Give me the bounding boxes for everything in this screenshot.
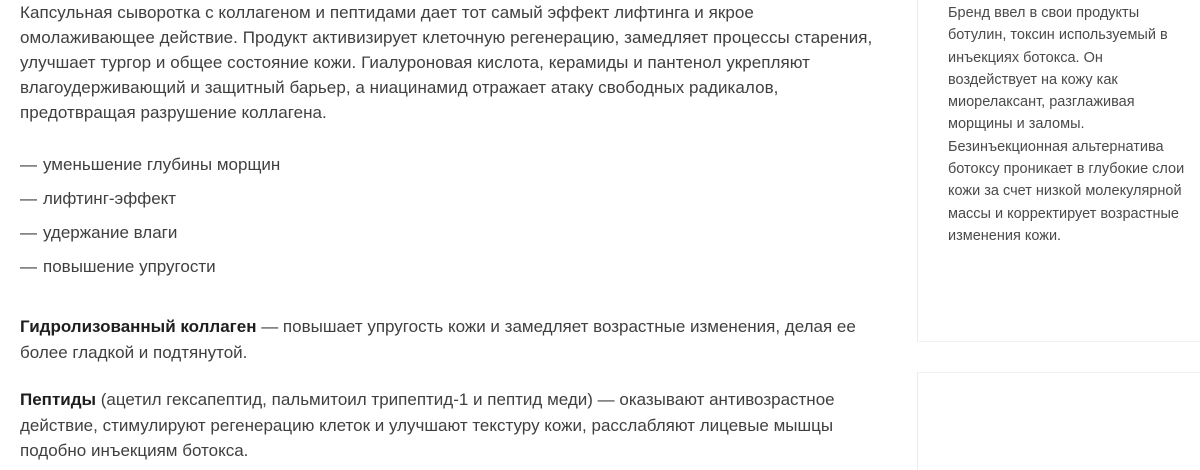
ingredient-line: более гладкой и подтянутой. xyxy=(20,342,248,362)
ingredient-line: подобно инъекциям ботокса. xyxy=(20,441,249,460)
sidebar-note-line: инъекциях ботокса. Он xyxy=(948,49,1103,66)
benefit-item xyxy=(20,186,280,220)
benefit-text: повышение упругости xyxy=(43,257,216,276)
list-dash: — xyxy=(20,189,37,208)
ingredient-line xyxy=(20,314,856,340)
sidebar-note-card xyxy=(917,0,1200,342)
article-body xyxy=(20,0,890,460)
list-dash: — xyxy=(20,155,37,174)
intro-paragraph xyxy=(20,0,890,125)
sidebar-note-text xyxy=(948,2,1184,247)
ingredient-term: Пептиды xyxy=(20,390,97,409)
benefit-text: уменьшение глубины морщин xyxy=(43,155,281,174)
intro-line: предотвращая разрушение коллагена. xyxy=(20,103,327,122)
sidebar-note-line: массы и корректирует возрастные xyxy=(948,205,1179,222)
benefit-text: лифтинг-эффект xyxy=(43,189,177,208)
ingredient-description: — повышает упругость кожи и замедляет возрастные изменения, делая ее xyxy=(256,317,856,336)
sidebar-note-line: миорелаксант, разглаживая xyxy=(948,94,1135,111)
intro-line: улучшает тургор и общее состояние кожи. Гиалуроновая кислота, керамиды и пантенол укрепляют xyxy=(20,53,810,72)
benefit-text: удержание влаги xyxy=(43,223,178,242)
benefit-item xyxy=(20,220,280,254)
sidebar-note-line: морщины и заломы. xyxy=(948,116,1085,133)
list-dash: — xyxy=(20,257,37,276)
ingredient-collagen xyxy=(20,314,856,365)
ingredient-description: (ацетил гексапептид, пальмитоил трипептид-1 и пептид меди) — оказывают антивозрастное xyxy=(96,390,835,409)
sidebar-note-line: кожи за счет низкой молекулярной xyxy=(948,183,1182,200)
ingredient-term: Гидролизованный коллаген xyxy=(20,317,257,336)
ingredient-line: действие, стимулируют регенерацию клеток и улучшают текстуру кожи, расслабляют лицевые мышцы xyxy=(20,415,834,435)
intro-line: Капсульная сыворотка с коллагеном и пептидами дает тот самый эффект лифтинга и якрое xyxy=(20,3,754,22)
sidebar-note-line: Бренд ввел в свои продукты xyxy=(948,5,1140,21)
ingredient-line xyxy=(20,387,835,413)
sidebar-note-line: Безинъекционная альтернатива xyxy=(948,138,1164,155)
sidebar-note-line: ботоксу проникает в глубокие слои xyxy=(948,161,1185,178)
benefit-item xyxy=(20,152,280,186)
sidebar-card-secondary xyxy=(917,372,1200,470)
intro-line: влагоудерживающий и защитный барьер, а ниацинамид отражает атаку свободных радикалов, xyxy=(20,78,779,97)
intro-line: омолаживающее действие. Продукт активизирует клеточную регенерацию, замедляет процессы старения, xyxy=(20,28,873,47)
benefit-item xyxy=(20,254,280,288)
sidebar-note-line: ботулин, токсин используемый в xyxy=(948,27,1168,44)
sidebar-note-line: воздействует на кожу как xyxy=(948,71,1118,88)
benefits-list xyxy=(20,152,280,288)
sidebar-note-line: изменения кожи. xyxy=(948,227,1062,244)
ingredient-peptides xyxy=(20,387,835,464)
list-dash: — xyxy=(20,223,37,242)
